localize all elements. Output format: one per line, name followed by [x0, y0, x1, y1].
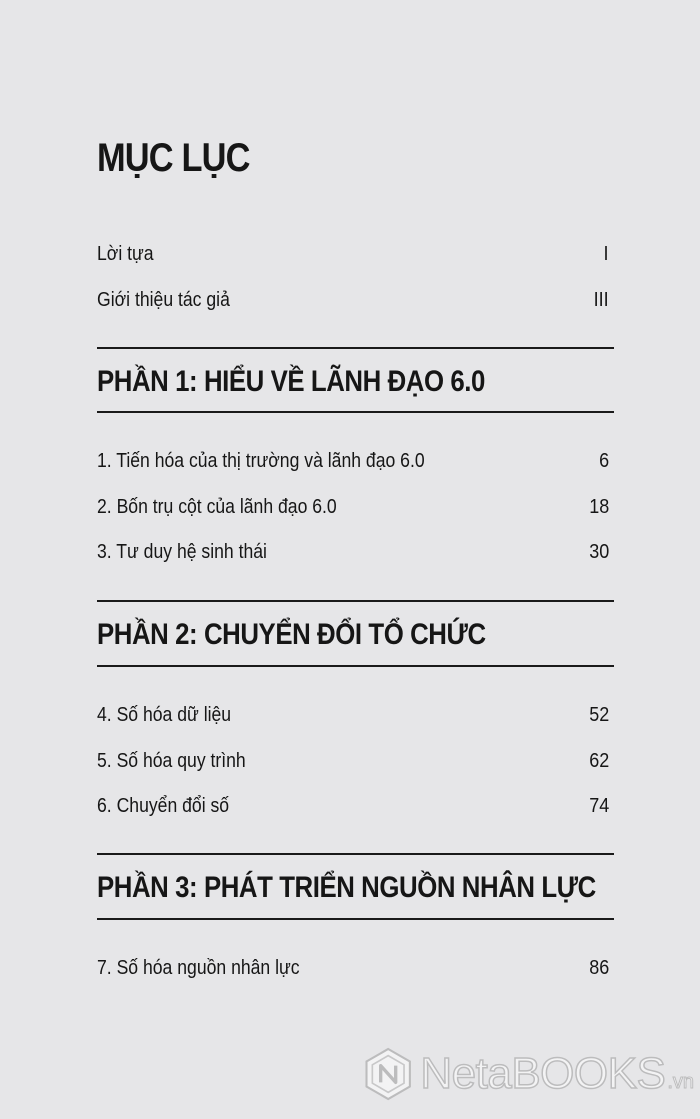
- toc-entry[interactable]: [97, 746, 609, 776]
- part-divider: [97, 918, 614, 920]
- part-heading[interactable]: PHẦN 1: HIỂU VỀ LÃNH ĐẠO 6.0: [97, 365, 485, 398]
- toc-entry-page: 52: [588, 703, 609, 726]
- toc-entry-page: 30: [588, 540, 609, 563]
- netabooks-watermark: [364, 1042, 694, 1106]
- part-divider: [97, 665, 614, 667]
- netabooks-logo-icon: [364, 1042, 412, 1106]
- toc-entry-label: 7. Số hóa nguồn nhân lực: [97, 956, 300, 979]
- watermark-suffix: .vn: [667, 1070, 694, 1093]
- toc-entry-page: 6: [598, 449, 609, 472]
- toc-entry-label: Giới thiệu tác giả: [97, 288, 230, 311]
- toc-entry-label: 2. Bốn trụ cột của lãnh đạo 6.0: [97, 495, 337, 518]
- toc-entry-label: 1. Tiến hóa của thị trường và lãnh đạo 6.0: [97, 449, 425, 472]
- part-divider: [97, 853, 614, 855]
- toc-entry[interactable]: [97, 492, 609, 522]
- toc-entry-page: 62: [588, 749, 609, 772]
- watermark-text: NetaBOOKS: [420, 1049, 666, 1098]
- toc-entry-page: 18: [588, 495, 609, 518]
- toc-entry[interactable]: [97, 700, 609, 730]
- part-divider: [97, 347, 614, 349]
- part-divider: [97, 600, 614, 602]
- toc-entry[interactable]: [97, 537, 609, 567]
- toc-entry-page: III: [593, 288, 609, 311]
- part-heading[interactable]: PHẦN 2: CHUYỂN ĐỔI TỔ CHỨC: [97, 618, 486, 651]
- toc-entry-label: 4. Số hóa dữ liệu: [97, 703, 232, 726]
- toc-entry[interactable]: [97, 239, 609, 269]
- toc-entry[interactable]: [97, 953, 609, 983]
- toc-entry-label: 6. Chuyển đổi số: [97, 794, 230, 817]
- toc-entry-page: 86: [588, 956, 609, 979]
- toc-entry[interactable]: [97, 791, 609, 821]
- part-heading[interactable]: PHẦN 3: PHÁT TRIỂN NGUỒN NHÂN LỰC: [97, 871, 596, 904]
- toc-entry-page: I: [603, 242, 609, 265]
- toc-entry-page: 74: [588, 794, 609, 817]
- toc-entry-label: 5. Số hóa quy trình: [97, 749, 246, 772]
- page-title: MỤC LỤC: [97, 136, 250, 180]
- part-divider: [97, 411, 614, 413]
- toc-entry[interactable]: [97, 446, 609, 476]
- toc-entry-label: Lời tựa: [97, 242, 154, 265]
- toc-entry-label: 3. Tư duy hệ sinh thái: [97, 540, 267, 563]
- toc-entry[interactable]: [97, 285, 609, 315]
